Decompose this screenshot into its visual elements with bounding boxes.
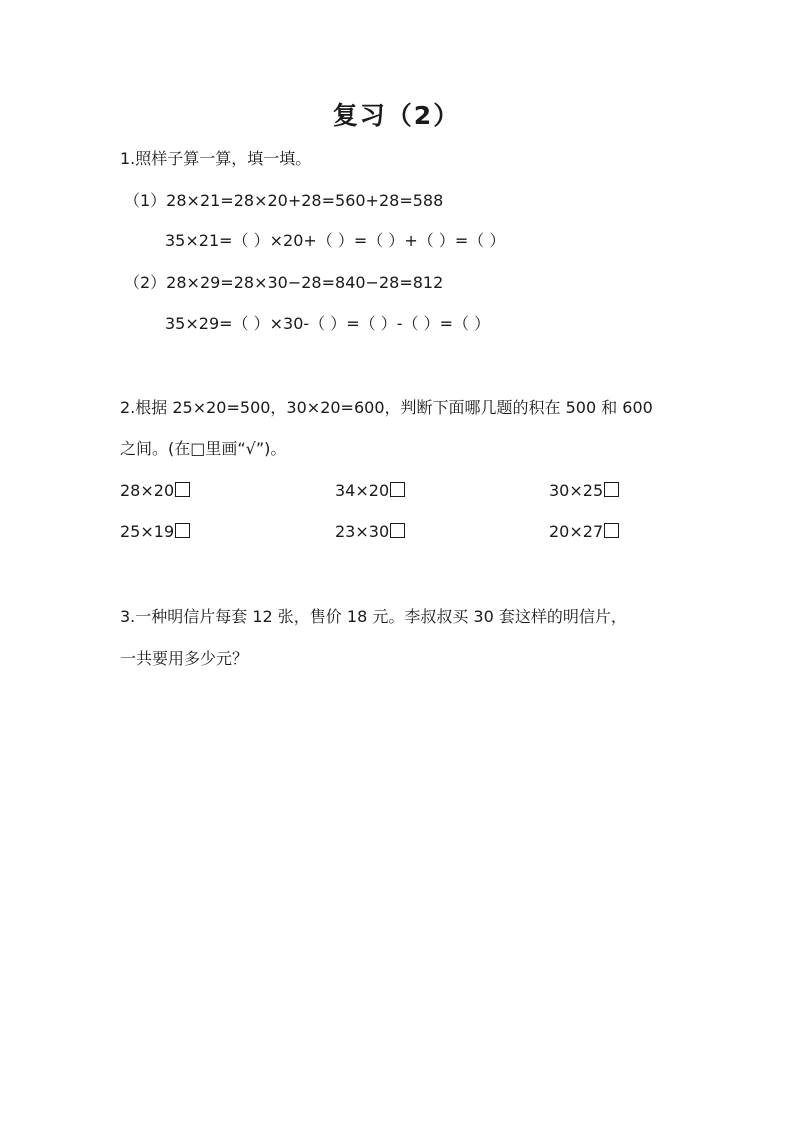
expression-text: 34×20 bbox=[335, 481, 390, 500]
answer-checkbox[interactable] bbox=[175, 523, 190, 538]
answer-checkbox[interactable] bbox=[604, 523, 619, 538]
expression-text: 20×27 bbox=[549, 522, 604, 541]
question-1-fill-in-2: 35×29=（ ）×30-（ ）=（ ）-（ ）=（ ） bbox=[165, 314, 491, 333]
answer-checkbox[interactable] bbox=[175, 482, 190, 497]
question-1-example-1: （1）28×21=28×20+28=560+28=588 bbox=[124, 191, 444, 210]
answer-checkbox[interactable] bbox=[390, 523, 405, 538]
question-2-heading-line-1: 2.根据 25×20=500，30×20=600，判断下面哪几题的积在 500 和 600 bbox=[120, 398, 653, 417]
question-2-item bbox=[120, 521, 190, 543]
answer-checkbox[interactable] bbox=[604, 482, 619, 497]
question-1-heading: 1.照样子算一算，填一填。 bbox=[120, 149, 312, 168]
question-2-item bbox=[549, 521, 619, 543]
expression-text: 23×30 bbox=[335, 522, 390, 541]
question-2-item bbox=[335, 521, 405, 543]
question-2-item bbox=[335, 480, 405, 502]
question-3-text-line-1: 3.一种明信片每套 12 张，售价 18 元。李叔叔买 30 套这样的明信片， bbox=[120, 607, 627, 626]
expression-text: 25×19 bbox=[120, 522, 175, 541]
question-1-fill-in-1: 35×21=（ ）×20+（ ）=（ ）+（ ）=（ ） bbox=[165, 231, 506, 250]
answer-checkbox[interactable] bbox=[390, 482, 405, 497]
question-1-example-2: （2）28×29=28×30−28=840−28=812 bbox=[124, 273, 444, 292]
question-2-item bbox=[120, 480, 190, 502]
expression-text: 28×20 bbox=[120, 481, 175, 500]
expression-text: 30×25 bbox=[549, 481, 604, 500]
page-title: 复习（2） bbox=[332, 101, 461, 130]
question-2-heading-line-2: 之间。(在□里画“√”)。 bbox=[120, 439, 287, 458]
question-2-item bbox=[549, 480, 619, 502]
question-3-text-line-2: 一共要用多少元？ bbox=[120, 649, 249, 668]
